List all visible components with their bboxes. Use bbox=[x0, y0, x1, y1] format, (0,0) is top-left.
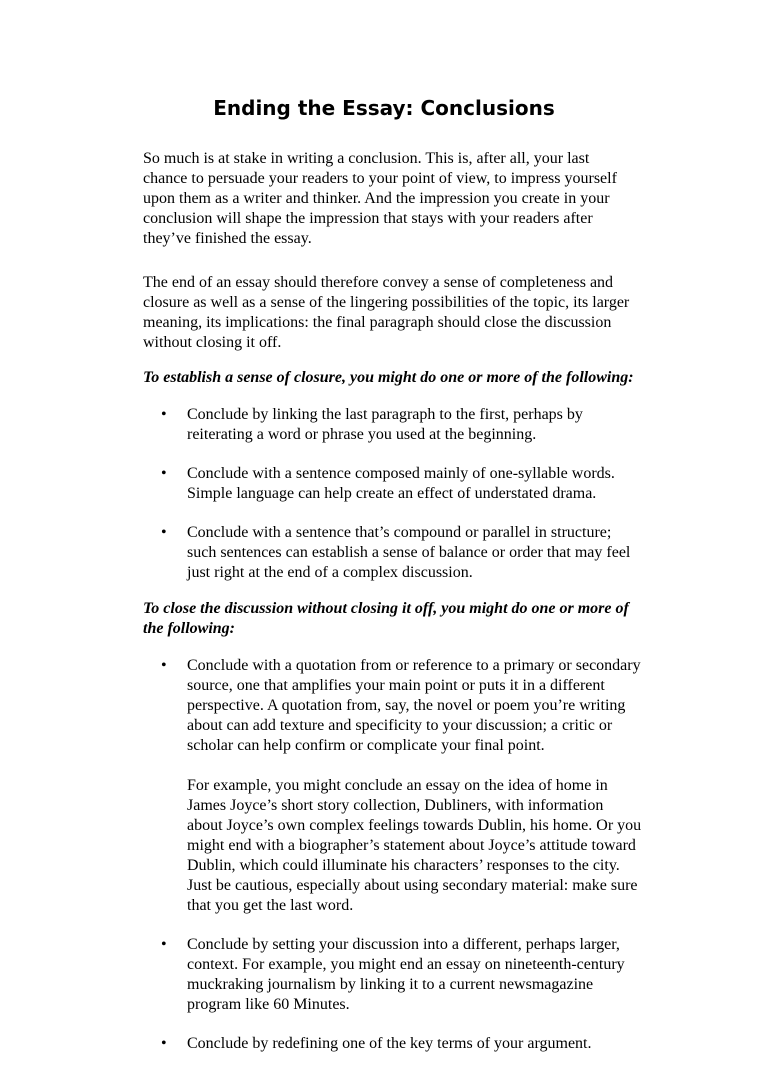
bullet-icon: • bbox=[161, 657, 167, 674]
document-body bbox=[143, 149, 642, 1073]
closure-list bbox=[143, 405, 635, 583]
bullet-icon: • bbox=[161, 406, 167, 423]
open-ending-list bbox=[143, 656, 642, 1054]
list-item bbox=[143, 1034, 642, 1054]
list-item bbox=[143, 935, 642, 1015]
list-item-text: Conclude with a sentence that’s compound or parallel in structure; such sentences can establish a sense of balance or order that may feel just right at the end of a complex discussion. bbox=[187, 524, 631, 581]
list-item-text: Conclude by redefining one of the key terms of your argument. bbox=[187, 1035, 592, 1052]
list-item-text: Conclude with a sentence composed mainly of one-syllable words. Simple language can help create an effect of understated drama. bbox=[187, 465, 615, 502]
bullet-icon: • bbox=[161, 1035, 167, 1052]
list-item bbox=[143, 405, 642, 445]
list-item bbox=[143, 523, 642, 583]
bullet-icon: • bbox=[161, 524, 167, 541]
list-item-text: Conclude with a quotation from or reference to a primary or secondary source, one that amplifies your main point or puts it in a different perspective. A quotation from, say, the novel or poem you’re writing about can add texture and specificity to your discussion; a critic or scholar can help confirm or complicate your final point. bbox=[187, 657, 641, 754]
list-item-text: Conclude by setting your discussion into a different, perhaps larger, context. For example, you might end an essay on nineteenth-century muckraking journalism by linking it to a current newsmagazine program like 60 Minutes. bbox=[187, 936, 625, 1013]
list-item bbox=[143, 656, 642, 916]
document-title: Ending the Essay: Conclusions bbox=[213, 96, 555, 120]
bullet-icon: • bbox=[161, 936, 167, 953]
section-heading-closure: To establish a sense of closure, you might do one or more of the following: bbox=[143, 369, 634, 386]
list-item bbox=[143, 464, 642, 504]
bullet-icon: • bbox=[161, 465, 167, 482]
closure-paragraph: The end of an essay should therefore convey a sense of completeness and closure as well as a sense of the lingering possibilities of the topic, its larger meaning, its implications: the final paragraph should close the discussion without closing it off. bbox=[143, 274, 630, 351]
example-paragraph: For example, you might conclude an essay on the idea of home in James Joyce’s short story collection, Dubliners, with information about Joyce’s own complex feelings towards Dublin, his home. Or you might end with a biographer’s statement about Joyce’s attitude toward Dublin, which could illuminate his characters’ responses to the city. Just be cautious, especially about using secondary material: make sure that you get the last word. bbox=[187, 777, 642, 914]
intro-paragraph: So much is at stake in writing a conclusion. This is, after all, your last chance to persuade your readers to your point of view, to impress yourself upon them as a writer and thinker. And the impression you create in your conclusion will shape the impression that stays with your readers after they’ve finished the essay. bbox=[143, 150, 617, 247]
list-item-text: Conclude by linking the last paragraph to the first, perhaps by reiterating a word or phrase you used at the beginning. bbox=[187, 406, 583, 443]
section-heading-open-ending: To close the discussion without closing it off, you might do one or more of the following: bbox=[143, 600, 629, 637]
